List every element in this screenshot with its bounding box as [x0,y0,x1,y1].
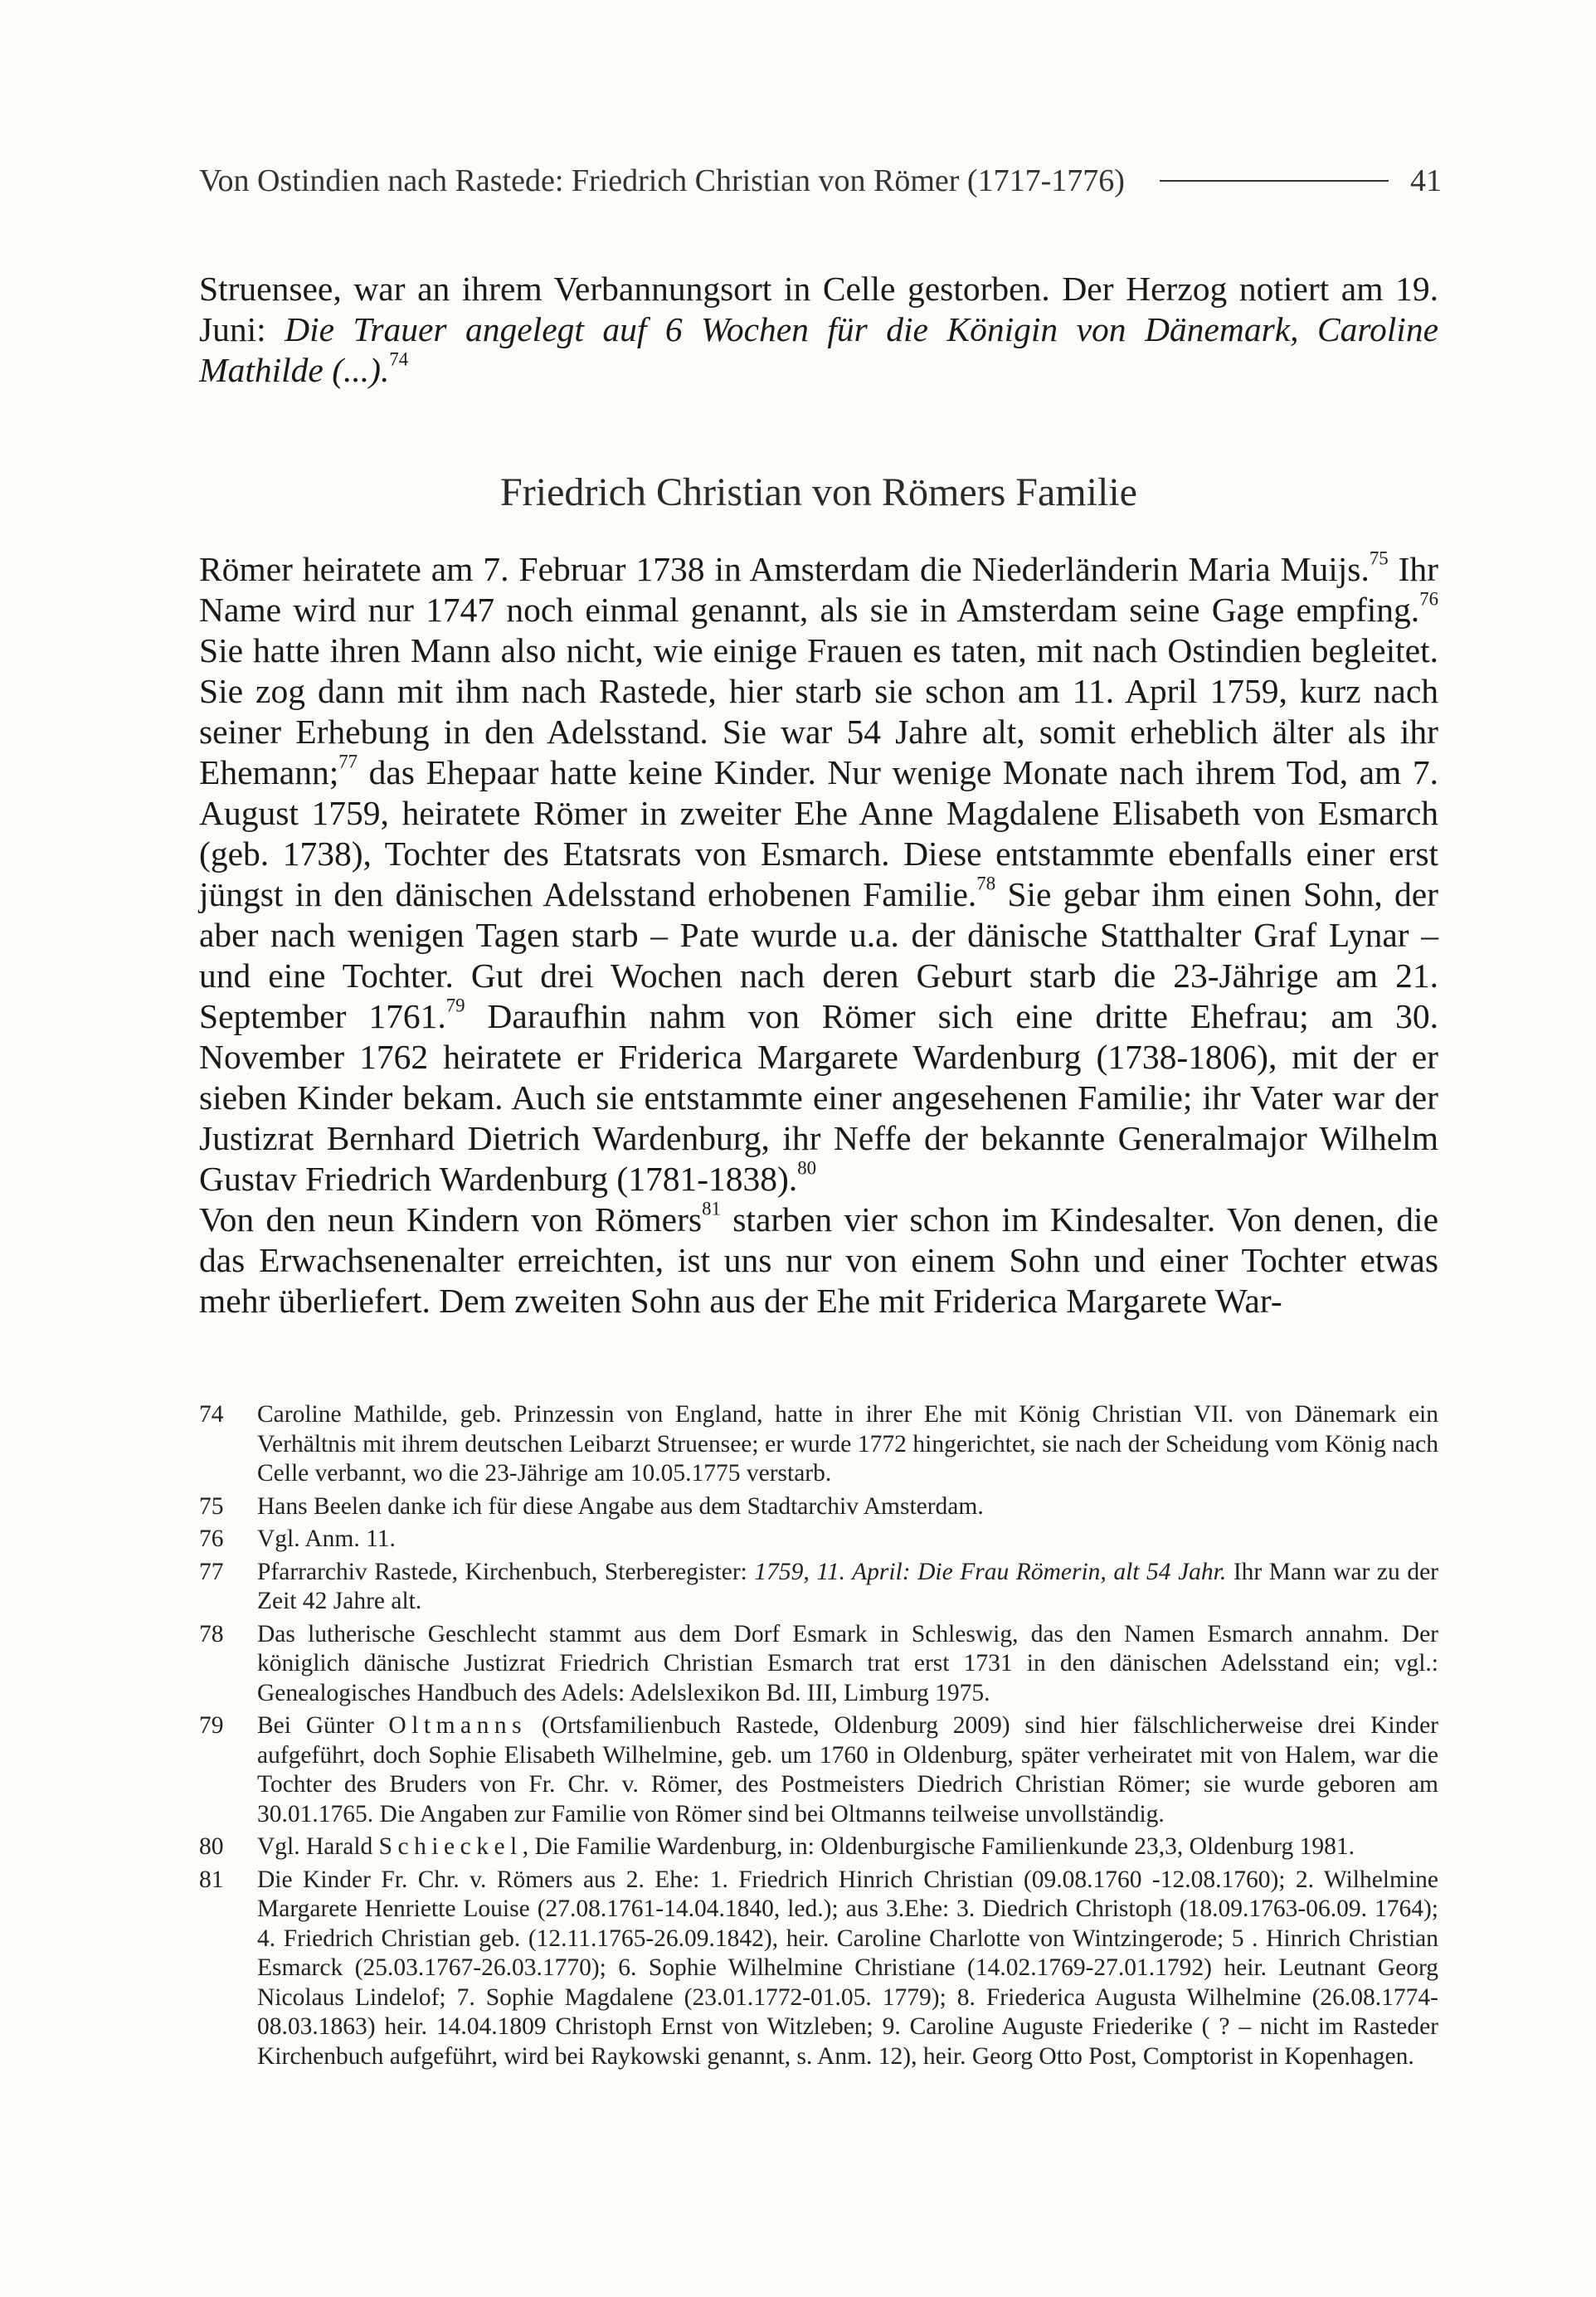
footnote-ref-77: 77 [338,751,358,772]
footnote-text: Hans Beelen danke ich für diese Angabe aus dem Stadtarchiv Amsterdam. [257,1492,984,1520]
footnote-text: Das lutherische Geschlecht stammt aus dem Dorf Esmark in Schleswig, das den Namen Esmarch annahm. Der königlich dänische Justizrat Friedrich Christian Esmarch trat erst 1731 in den dänischen Adelsstand ein; vgl.: Genealogisches Handbuch des Adels: Adelslexikon Bd. III, Limburg 1975. [257,1620,1438,1706]
paragraph-text: Sie hatte ihren Mann also nicht, wie einige Frauen es taten, mit nach Ostindien begleitet. Sie zog dann mit ihm nach Rastede, hier starb sie schon am 11. April 1759, kurz nach seiner Erhebung in den Adelsstand. Sie war 54 Jahre alt, somit erheblich älter als ihr Ehemann; [199,631,1438,791]
paragraph-text: Sie gebar ihm einen Sohn, der aber nach wenigen Tagen starb – Pate wurde u.a. der dänische Statthalter Graf Lynar – und eine Tochter. Gut drei Wochen nach deren Geburt starb die 23-Jährige am 21. September 1761. [199,875,1438,1035]
footnotes [199,1400,1438,2075]
paragraph-text: Von den neun Kindern von Römers [199,1200,703,1239]
footnote-74 [199,1400,1438,1489]
author-name: Oltmanns [388,1712,528,1739]
footnote-text-part: , Die Familie Wardenburg, in: Oldenburgische Familienkunde 23,3, Oldenburg 1981. [522,1833,1355,1860]
footnote-78 [199,1620,1438,1709]
footnote-80 [199,1832,1438,1862]
footnote-quote: 1759, 11. April: Die Frau Römerin, alt 54 Jahr. [754,1558,1227,1585]
footnote-75 [199,1492,1438,1522]
footnote-number: 75 [199,1492,224,1520]
paragraph-text: Römer heiratete am 7. Februar 1738 in Amsterdam die Niederländerin Maria Muijs. [199,550,1370,588]
footnote-text-part: Vgl. Harald [257,1833,379,1860]
footnote-number: 80 [199,1833,224,1860]
footnote-number: 74 [199,1401,224,1428]
footnote-ref-80: 80 [797,1157,817,1179]
footnote-text-part: Ihr Mann war zu der Zeit 42 Jahre alt. [257,1558,1439,1614]
footnote-text: Caroline Mathilde, geb. Prinzessin von England, hatte in ihrer Ehe mit König Christian VII. von Dänemark ein Verhältnis mit ihrem deutschen Leibarzt Struensee; er wurde 1772 hingerichtet, sie nach der Scheidung vom König nach Celle verbannt, wo die 23-Jährige am 10.05.1775 verstarb. [257,1401,1438,1487]
footnote-ref-76: 76 [1419,588,1438,610]
footnote-number: 78 [199,1620,224,1647]
footnote-text-part: Pfarrarchiv Rastede, Kirchenbuch, Sterberegister: [257,1558,755,1585]
header-rule [1160,180,1389,182]
footnote-text-part: Bei Günter [257,1712,389,1739]
footnote-text [257,1711,1438,1829]
footnote-79 [199,1711,1438,1829]
running-title: Von Ostindien nach Rastede: Friedrich Christian von Römer (1717-1776) [199,163,1125,198]
intro-paragraph [199,269,1438,391]
footnote-ref-75: 75 [1369,547,1389,569]
footnote-ref-74: 74 [389,348,409,370]
section-heading: Friedrich Christian von Römers Familie [500,470,1137,514]
paragraph-text: Daraufhin nahm von Römer sich eine dritte Ehefrau; am 30. November 1762 heiratete er Friderica Margarete Wardenburg (1738-1806), mit der er sieben Kinder bekam. Auch sie entstammte einer angesehenen Familie; ihr Vater war der Justizrat Bernhard Dietrich Wardenburg, ihr Neffe der bekannte Generalmajor Wilhelm Gustav Friedrich Wardenburg (1781-1838). [199,997,1438,1198]
footnote-text: Die Kinder Fr. Chr. v. Römers aus 2. Ehe: 1. Friedrich Hinrich Christian (09.08.1760 -12.08.1760); 2. Wilhelmine Margarete Henriette Louise (27.08.1761-14.04.1840, led.); aus 3.Ehe: 3. Diedrich Christoph (18.09.1763-06.09. 1764); 4. Friedrich Christian geb. (12.11.1765-26.09.1842), heir. Caroline Charlotte von Wintzingerode; 5 . Hinrich Christian Esmarck (25.03.1767-26.03.1770); 6. Sophie Wilhelmine Christiane (14.02.1769-27.01.1792) heir. Leutnant Georg Nicolaus Lindelof; 7. Sophie Magdalene (23.01.1772-01.05. 1779); 8. Friederica Augusta Wilhelmine (26.08.1774-08.03.1863) heir. 14.04.1809 Christoph Ernst von Witzleben; 9. Caroline Auguste Friederike ( ? – nicht im Rasteder Kirchenbuch aufgeführt, wird bei Raykowski genannt, s. Anm. 12), heir. Georg Otto Post, Comptorist in Kopenhagen. [257,1866,1438,2070]
footnote-number: 79 [199,1712,224,1739]
paragraph-text: starben vier schon im Kindesalter. Von denen, die das Erwachsenenalter erreichten, ist uns nur von einem Sohn und einer Tochter etwas mehr überliefert. Dem zweiten Sohn aus der Ehe mit Friderica Margarete War- [199,1200,1438,1320]
footnote-77 [199,1558,1438,1617]
paragraph-text: das Ehepaar hatte keine Kinder. Nur wenige Monate nach ihrem Tod, am 7. August 1759, heiratete Römer in zweiter Ehe Anne Magdalene Elisabeth von Esmarch (geb. 1738), Tochter des Etatsrats von Esmarch. Diese entstammte ebenfalls einer erst jüngst in den dänischen Adelsstand erhobenen Familie. [199,753,1438,913]
footnote-number: 76 [199,1526,224,1552]
footnote-ref-79: 79 [445,995,465,1016]
paragraph-1 [199,549,1438,1200]
footnote-text [257,1832,1438,1862]
paragraph-2 [199,1200,1438,1321]
footnote-ref-78: 78 [976,873,996,894]
section-body [199,549,1438,1321]
footnote-ref-81: 81 [702,1198,721,1219]
footnote-number: 77 [199,1558,224,1585]
intro-text: Struensee, war an ihrem Verbannungsort in Celle gestorben. Der Herzog notiert am 19. Juni: [199,270,1438,348]
footnote-text-part: (Ortsfamilienbuch Rastede, Oldenburg 2009) sind hier fälschlicherweise drei Kinder aufgeführt, doch Sophie Elisabeth Wilhelmine, geb. um 1760 in Oldenburg, später verheiratet mit von Halem, war die Tochter des Bruders von Fr. Chr. v. Römer, des Postmeisters Diedrich Christian Römer; sie wurde geboren am 30.01.1765. Die Angaben zur Familie von Römer sind bei Oltmanns teilweise unvollständig. [257,1712,1438,1827]
footnote-number: 81 [199,1866,224,1893]
footnote-76 [199,1525,1438,1555]
paragraph-text: Ihr Name wird nur 1747 noch einmal genannt, als sie in Amsterdam seine Gage empfing. [199,550,1438,629]
footnote-text [257,1558,1438,1617]
page-number: 41 [1410,163,1442,198]
footnote-81 [199,1866,1438,2072]
intro-quote: Die Trauer angelegt auf 6 Wochen für die Königin von Dänemark, Caroline Mathilde (...). [199,310,1438,389]
author-name: Schieckel [378,1833,523,1860]
footnote-text: Vgl. Anm. 11. [257,1526,396,1552]
running-header [199,163,1442,199]
